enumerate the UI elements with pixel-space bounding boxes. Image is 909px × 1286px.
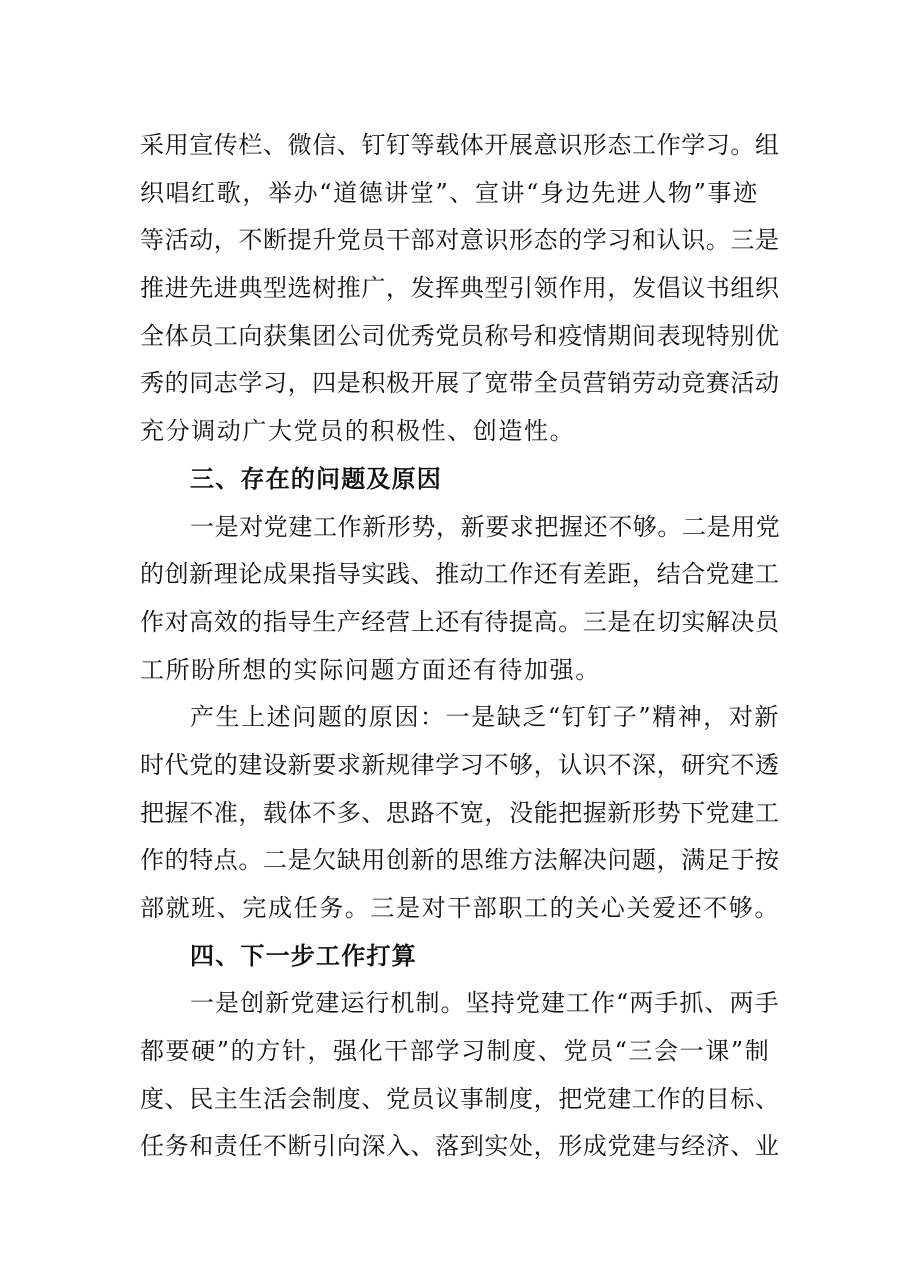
paragraph-line: 都要硬”的方针，强化干部学习制度、党员“三会一课”制	[140, 1037, 771, 1066]
paragraph-line: 时代党的建设新要求新规律学习不够，认识不深，研究不透	[140, 750, 780, 779]
paragraph-line: 部就班、完成任务。三是对干部职工的关心关爱还不够。	[140, 894, 780, 922]
paragraph-line: 工所盼所想的实际问题方面还有待加强。	[140, 655, 601, 684]
paragraph-line: 推进先进典型选树推广，发挥典型引领作用，发倡议书组织	[140, 274, 780, 303]
paragraph-line: 任务和责任不断引向深入、落到实处，形成党建与经济、业	[140, 1132, 780, 1161]
paragraph-line: 一是对党建工作新形势，新要求把握还不够。二是用党	[190, 512, 781, 541]
paragraph-line: 一是创新党建运行机制。坚持党建工作“两手抓、两手	[190, 989, 780, 1018]
paragraph-line: 充分调动广大党员的积极性、创造性。	[140, 417, 576, 446]
section-heading-3: 三、存在的问题及原因	[190, 464, 442, 493]
paragraph-line: 采用宣传栏、微信、钉钉等载体开展意识形态工作学习。组	[140, 131, 780, 159]
paragraph-line: 度、民主生活会制度、党员议事制度，把党建工作的目标、	[140, 1084, 780, 1113]
paragraph-line: 产生上述问题的原因：一是缺乏“钉钉子”精神，对新	[190, 703, 780, 732]
paragraph-line: 把握不准，载体不多、思路不宽，没能把握新形势下党建工	[140, 798, 780, 827]
paragraph-line: 秀的同志学习，四是积极开展了宽带全员营销劳动竞赛活动	[140, 369, 780, 398]
paragraph-line: 织唱红歌，举办“道德讲堂”、宣讲“身边先进人物”事迹	[140, 178, 759, 207]
section-heading-4: 四、下一步工作打算	[190, 941, 417, 970]
paragraph-line: 作对高效的指导生产经营上还有待提高。三是在切实解决员	[140, 607, 780, 636]
paragraph-line: 等活动，不断提升党员干部对意识形态的学习和认识。三是	[140, 226, 780, 255]
paragraph-line: 作的特点。二是欠缺用创新的思维方法解决问题，满足于按	[140, 846, 780, 875]
paragraph-line: 全体员工向获集团公司优秀党员称号和疫情期间表现特别优	[140, 321, 780, 350]
paragraph-line: 的创新理论成果指导实践、推动工作还有差距，结合党建工	[140, 560, 780, 589]
document-body	[140, 122, 780, 1171]
